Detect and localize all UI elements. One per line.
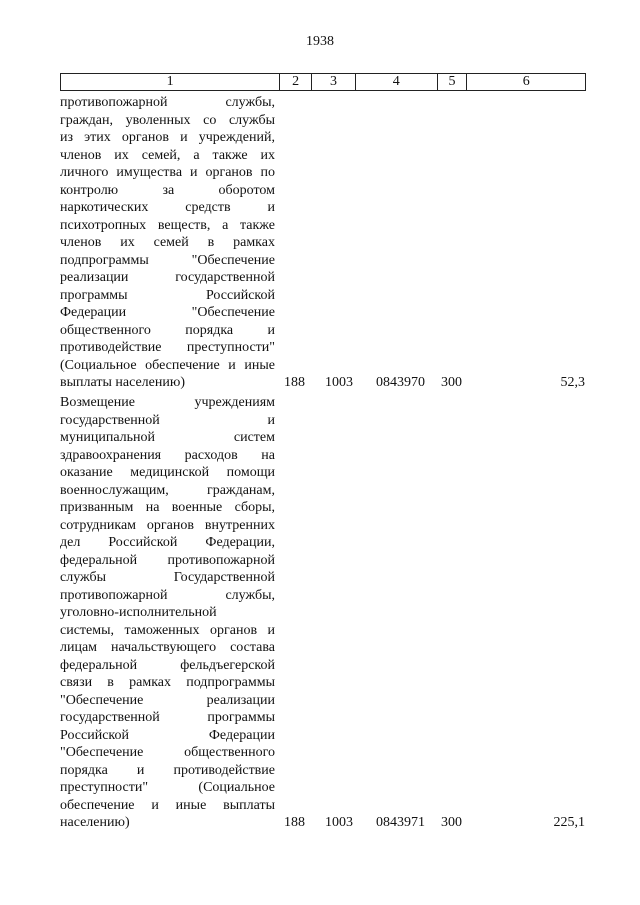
description-line: противопожарной службы, xyxy=(60,95,275,110)
description-line: граждан, уволенных со службы xyxy=(60,112,275,128)
description-line: личного имущества и органов по xyxy=(60,165,275,180)
column-header-1: 1 xyxy=(61,74,280,90)
column-header-6: 6 xyxy=(522,74,530,89)
description-line: "Обеспечение общественного xyxy=(60,745,275,760)
row-description xyxy=(60,94,586,392)
description-line: преступности" (Социальное xyxy=(60,780,275,795)
description-line: Российской Федерации xyxy=(60,727,275,743)
description-line: лицам начальствующего состава xyxy=(60,640,275,655)
description-line: федеральной фельдъегерской xyxy=(60,657,275,673)
row-amount: 52,3 xyxy=(560,375,585,390)
description-line: уголовно-исполнительной xyxy=(60,605,217,620)
row-section-code: 1003 xyxy=(325,375,353,390)
description-line: членов их семей, а также их xyxy=(60,147,275,163)
row-target-code: 0843970 xyxy=(376,375,425,390)
page-number: 1938 xyxy=(306,34,334,49)
description-line: противодействие преступности" xyxy=(60,340,275,355)
table-row xyxy=(60,94,586,392)
row-target-code: 0843971 xyxy=(376,815,425,830)
column-header-4: 4 xyxy=(356,74,438,90)
row-values xyxy=(60,814,586,832)
table-header-row xyxy=(60,73,586,91)
description-line: федеральной противопожарной xyxy=(60,552,275,568)
row-amount: 225,1 xyxy=(553,815,585,830)
description-line: контролю за оборотом xyxy=(60,182,275,198)
description-line: порядка и противодействие xyxy=(60,762,275,778)
description-line: психотропных веществ, а также xyxy=(60,217,275,233)
table-row xyxy=(60,394,586,832)
description-line: программы Российской xyxy=(60,287,275,303)
description-line: службы Государственной xyxy=(60,570,275,585)
description-line: государственной и xyxy=(60,412,275,428)
row-gr-code: 188 xyxy=(284,815,305,830)
description-line: системы, таможенных органов и xyxy=(60,622,275,638)
description-line: членов их семей в рамках xyxy=(60,235,275,250)
description-line: связи в рамках подпрограммы xyxy=(60,675,275,690)
row-expense-type: 300 xyxy=(441,375,462,390)
description-line: реализации государственной xyxy=(60,270,275,285)
description-line: населению) xyxy=(60,815,130,830)
description-line: дел Российской Федерации, xyxy=(60,535,275,550)
description-line: наркотических средств и xyxy=(60,200,275,215)
description-line: военнослужащим, гражданам, xyxy=(60,482,275,498)
description-line: здравоохранения расходов на xyxy=(60,447,275,463)
description-line: призванным на военные сборы, xyxy=(60,500,275,515)
description-line: противопожарной службы, xyxy=(60,587,275,603)
description-line: (Социальное обеспечение и иные xyxy=(60,357,275,373)
row-gr-code: 188 xyxy=(284,375,305,390)
description-line: из этих органов и учреждений, xyxy=(60,130,275,145)
description-line: Федерации "Обеспечение xyxy=(60,305,275,320)
description-line: выплаты населению) xyxy=(60,375,185,390)
description-line: муниципальной систем xyxy=(60,430,275,445)
description-line: обеспечение и иные выплаты xyxy=(60,797,275,813)
description-line: сотрудникам органов внутренних xyxy=(60,517,275,533)
column-header-3: 3 xyxy=(312,74,356,90)
row-expense-type: 300 xyxy=(441,815,462,830)
column-header-5: 5 xyxy=(438,74,468,90)
row-values xyxy=(60,374,586,392)
description-line: государственной программы xyxy=(60,710,275,725)
row-description xyxy=(60,394,586,832)
column-header-2: 2 xyxy=(280,74,312,90)
description-line: Возмещение учреждениям xyxy=(60,395,275,410)
description-line: подпрограммы "Обеспечение xyxy=(60,252,275,268)
description-line: общественного порядка и xyxy=(60,322,275,338)
description-line: оказание медицинской помощи xyxy=(60,465,275,480)
row-section-code: 1003 xyxy=(325,815,353,830)
description-line: "Обеспечение реализации xyxy=(60,692,275,708)
